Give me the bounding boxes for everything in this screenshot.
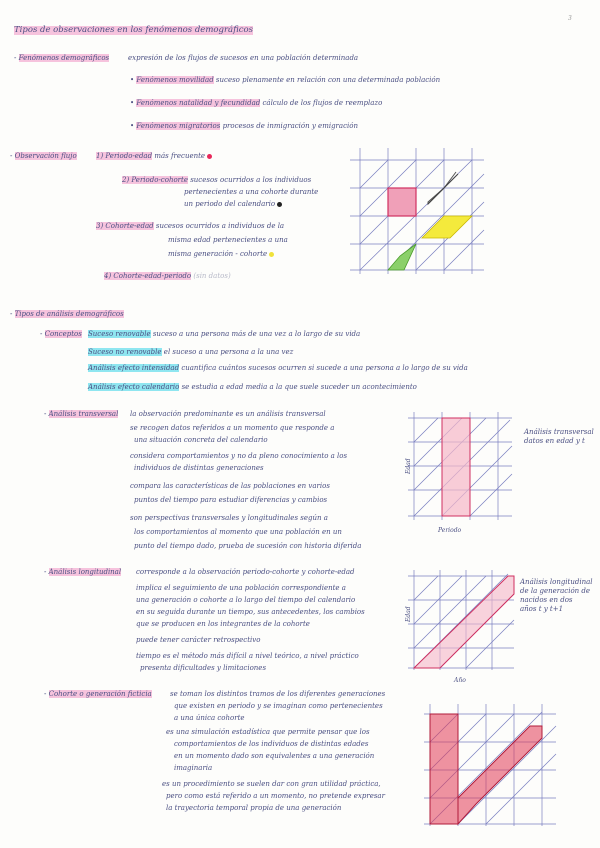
longitudinal-axis-x: Año [454, 677, 466, 684]
concept-3: Análisis efecto intensidad cuantifica cuántos sucesos ocurren si sucede a una persona a lo largo de su vida [88, 364, 468, 372]
transversal-axis-x: Periodo [438, 527, 462, 534]
ficticia-line-7: imaginaria [174, 764, 213, 772]
longitudinal-line-4: en su seguida durante un tiempo, sus antecedentes, los cambios [136, 608, 365, 616]
dot-red-icon [207, 154, 212, 159]
ficticia-line-10: la trayectoria temporal propia de una generación [166, 804, 342, 812]
conceptos-label-wrap: - Conceptos [40, 330, 82, 338]
concept-1: Suceso renovable suceso a una persona más de una vez a lo largo de su vida [88, 330, 361, 338]
lexis-diagram-ficticia [420, 700, 560, 832]
transversal-line-3: una situación concreta del calendario [134, 436, 268, 444]
longitudinal-line-1: corresponde a la observación periodo-cohorte y cohorte-edad [136, 568, 355, 576]
ficticia-line-6: en un momento dado son equivalentes a una generación [174, 752, 375, 760]
longitudinal-line-7: tiempo es el método más difícil a nivel teórico, a nivel práctico [136, 652, 359, 660]
analisis-label-wrap: - Tipos de análisis demográficos [10, 310, 124, 318]
longitudinal-line-3: una generación o cohorte a lo largo del tiempo del calendario [136, 596, 356, 604]
ficticia-line-4: es una simulación estadística que permite pensar que los [166, 728, 370, 736]
longitudinal-label-wrap: - Análisis longitudinal [44, 568, 122, 576]
longitudinal-axis-y: Edad [405, 606, 412, 622]
fenomeno-label: Fenómenos demográficos [18, 54, 110, 62]
item-1: 1) Periodo-edad más frecuente [96, 152, 212, 161]
lexis-diagram-1 [350, 146, 490, 278]
ficticia-line-2: que existen en periodo y se imaginan como pertenecientes [174, 702, 383, 710]
analisis-label: Tipos de análisis demográficos [14, 310, 124, 318]
ficticia-line-8: es un procedimiento se suelen dar con gran utilidad práctica, [162, 780, 381, 788]
transversal-line-10: punto del tiempo dado, prueba de sucesión con historia diferida [134, 542, 362, 550]
bullet-1: • Fenómenos movilidad suceso plenamente en relación con una determinada población [130, 76, 441, 84]
longitudinal-line-5: que se producen en los integrantes de la cohorte [136, 620, 310, 628]
transversal-line-9: los comportamientos al momento que una población en un [134, 528, 342, 536]
lexis-diagram-longitudinal [404, 566, 518, 688]
transversal-axis-y: Edad [405, 458, 412, 474]
item-2-line2: pertenecientes a una cohorte durante [184, 188, 319, 196]
fenomeno-definition: expresión de los flujos de sucesos en una población determinada [128, 54, 359, 62]
longitudinal-line-8: presenta dificultades y limitaciones [140, 664, 267, 672]
transversal-line-5: individuos de distintas generaciones [134, 464, 264, 472]
lexis-diagram-transversal [404, 408, 516, 540]
transversal-line-4: considera comportamientos y no da pleno conocimiento a los [130, 452, 348, 460]
bullet-2: • Fenómenos natalidad y fecundidad cálculo de los flujos de reemplazo [130, 99, 383, 107]
transversal-line-1: la observación predominante es un análisis transversal [130, 410, 326, 418]
transversal-note: Análisis transversal datos en edad y t [524, 428, 594, 445]
observacion-flujo-label: Observación flujo [14, 152, 77, 160]
item-3-line2: misma edad pertenecientes a una [168, 236, 288, 244]
bullet-3: • Fenómenos migratorios procesos de inmigración y emigración [130, 122, 358, 130]
page-number: 3 [568, 15, 572, 22]
item-3: 3) Cohorte-edad sucesos ocurridos a individuos de la [96, 222, 285, 230]
ficticia-label-wrap: - Cohorte o generación ficticia [44, 690, 152, 698]
transversal-line-2: se recogen datos referidos a un momento que responde a [130, 424, 335, 432]
dot-black-icon [277, 202, 282, 207]
item-4: 4) Cohorte-edad-periodo (sin datos) [104, 272, 231, 280]
item-2-line3: un periodo del calendario [184, 200, 282, 209]
transversal-line-7: puntos del tiempo para estudiar diferencias y cambios [134, 496, 328, 504]
longitudinal-line-6: puede tener carácter retrospectivo [136, 636, 261, 644]
transversal-line-6: compara las características de las poblaciones en varios [130, 482, 330, 490]
concept-4: Análisis efecto calendario se estudia a edad media a la que suele suceder un acontecimiento [88, 383, 417, 391]
transversal-label-wrap: - Análisis transversal [44, 410, 119, 418]
ficticia-line-9: pero como está referido a un momento, no pretende expresar [166, 792, 385, 800]
item-3-line3: misma generación - cohorte [168, 250, 274, 259]
item-2: 2) Periodo-cohorte sucesos ocurridos a los individuos [122, 176, 312, 184]
longitudinal-note: Análisis longitudinal de la generación de nacidos en dos años t y t+1 [520, 578, 593, 613]
fenomeno-label-wrap: - Fenómenos demográficos [14, 54, 110, 62]
ficticia-line-3: a una única cohorte [174, 714, 245, 722]
transversal-line-8: son perspectivas transversales y longitudinales según a [130, 514, 328, 522]
page-title: Tipos de observaciones en los fenómenos demográficos [14, 25, 253, 35]
observacion-flujo-label-wrap: - Observación flujo [10, 152, 77, 160]
dot-yellow-icon [269, 252, 274, 257]
concept-2: Suceso no renovable el suceso a una persona a la una vez [88, 348, 294, 356]
ficticia-line-5: comportamientos de los individuos de distintas edades [174, 740, 369, 748]
longitudinal-line-2: implica el seguimiento de una población correspondiente a [136, 584, 346, 592]
ficticia-line-1: se toman los distintos tramos de los diferentes generaciones [170, 690, 386, 698]
